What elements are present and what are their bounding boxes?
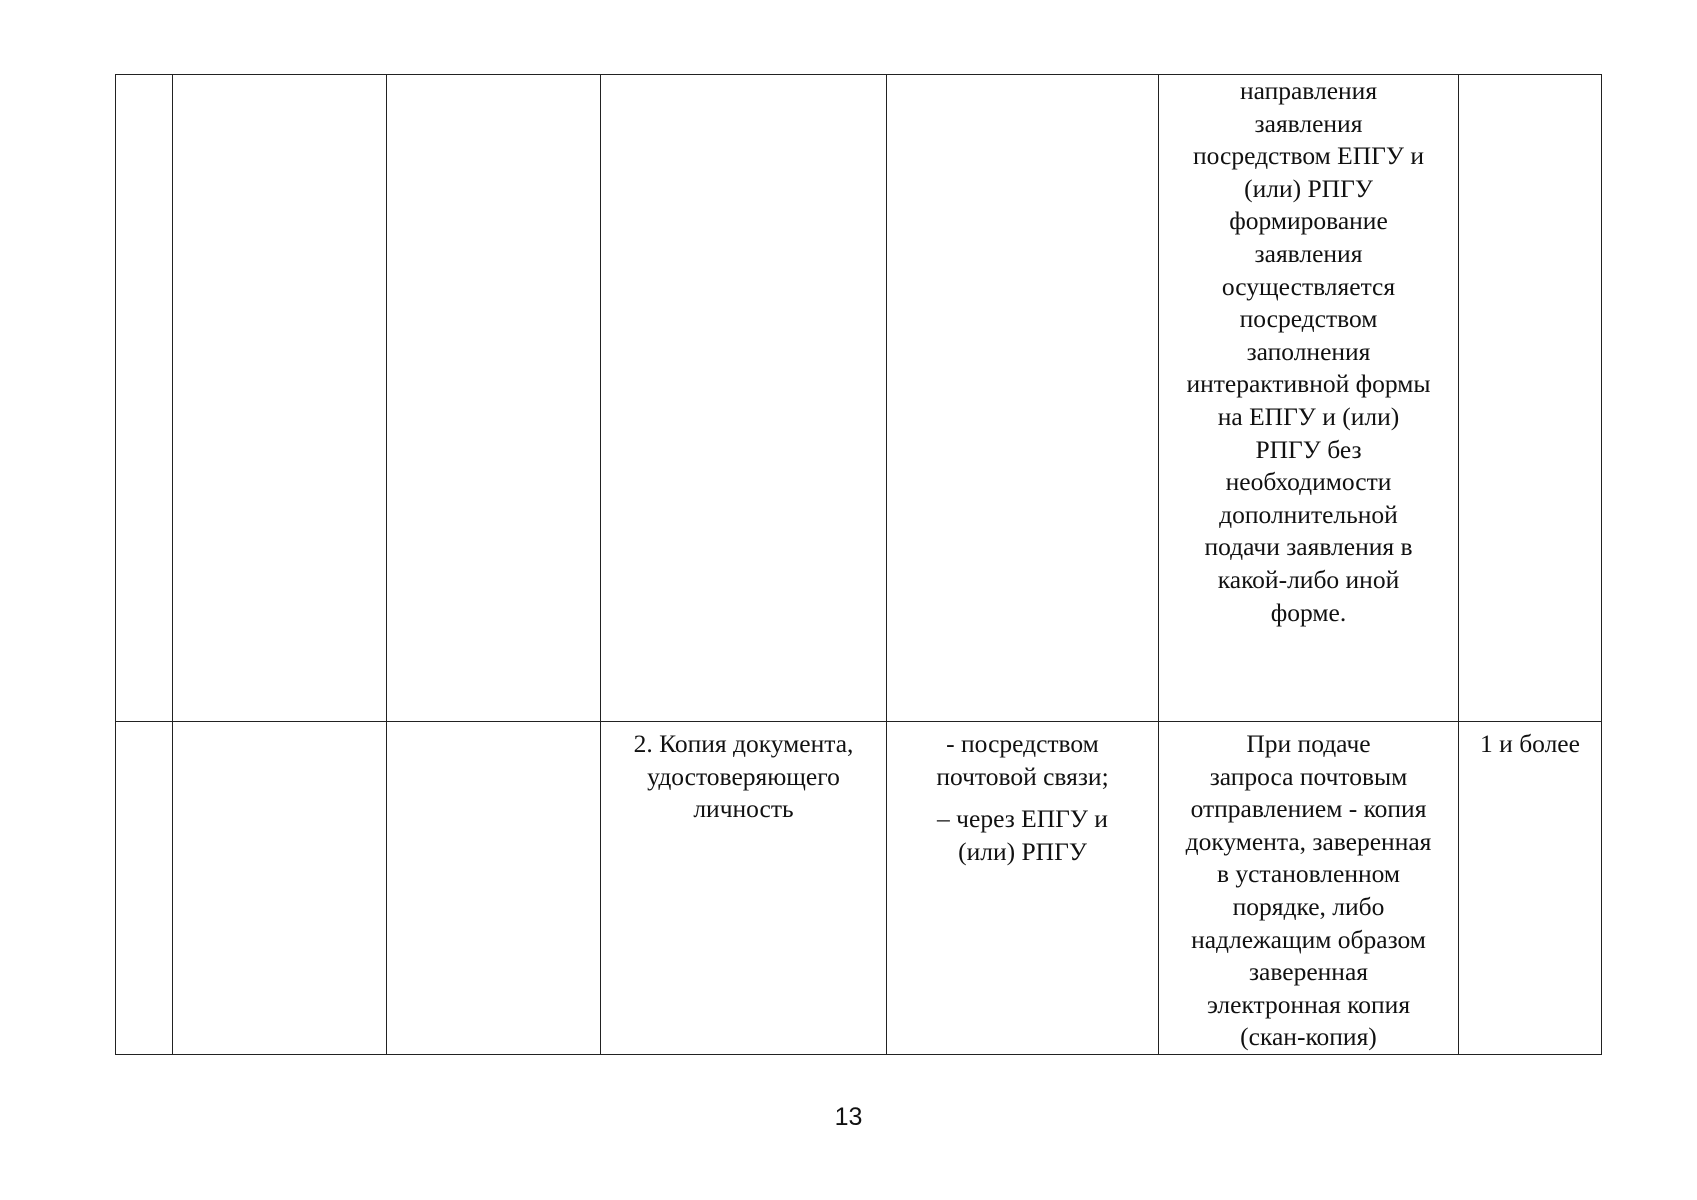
requirements-line: подачи заявления в — [1204, 532, 1413, 562]
requirements-line: запроса почтовым — [1209, 761, 1408, 791]
requirements-line: (скан-копия) — [1240, 1022, 1377, 1052]
requirements-line: какой-либо иной — [1217, 564, 1400, 594]
requirements-text — [1159, 75, 1458, 629]
cell-requirements — [1159, 722, 1459, 1055]
method-gap — [895, 793, 1150, 803]
requirements-line: При подаче — [1246, 729, 1371, 758]
submission-method-line: - посредством — [946, 729, 1099, 758]
cell-service-name — [173, 75, 387, 722]
cell-quantity — [1459, 75, 1602, 722]
cell-service-name — [173, 722, 387, 1055]
requirements-line: документа, заверенная — [1185, 826, 1432, 856]
requirements-line: заполнения — [1246, 336, 1371, 366]
requirements-line: дополнительной — [1219, 499, 1398, 529]
cell-quantity — [1459, 722, 1602, 1055]
requirements-line: заявления — [1254, 108, 1363, 138]
cell-category — [387, 75, 601, 722]
cell-number — [116, 722, 173, 1055]
cell-document — [601, 75, 887, 722]
requirements-line: порядке, либо — [1232, 891, 1385, 921]
submission-method-text — [887, 722, 1158, 868]
submission-method-line: почтовой связи; — [936, 761, 1109, 791]
table-row — [116, 75, 1602, 722]
document-line: удостоверяющего — [647, 761, 840, 791]
requirements-text — [1159, 722, 1458, 1054]
requirements-line: заверенная — [1248, 957, 1368, 987]
requirements-line: отправлением - копия — [1190, 794, 1427, 824]
requirements-line: заявления — [1254, 238, 1363, 268]
cell-category — [387, 722, 601, 1055]
submission-method-line: (или) РПГУ — [958, 836, 1087, 866]
document-line: личность — [693, 794, 794, 824]
page-number: 13 — [834, 1103, 863, 1131]
requirements-line: форме. — [1270, 597, 1347, 627]
cell-submission-method — [887, 722, 1159, 1055]
cell-number — [116, 75, 173, 722]
submission-method-line: – через ЕПГУ и — [937, 804, 1108, 834]
cell-submission-method — [887, 75, 1159, 722]
requirements-line: посредством — [1239, 304, 1378, 334]
document-line: 2. Копия документа, — [633, 729, 854, 758]
document-table — [115, 74, 1602, 1055]
requirements-line: РПГУ без — [1255, 434, 1362, 464]
table-row — [116, 722, 1602, 1055]
requirements-line: осуществляется — [1221, 271, 1396, 301]
cell-requirements — [1159, 75, 1459, 722]
requirements-line: на ЕПГУ и (или) — [1217, 401, 1400, 431]
document-text — [601, 722, 886, 826]
requirements-line: посредством ЕПГУ и — [1193, 141, 1424, 171]
quantity-text: 1 и более — [1480, 729, 1580, 758]
requirements-line: надлежащим образом — [1191, 924, 1426, 954]
requirements-line: в установленном — [1216, 859, 1401, 889]
requirements-line: электронная копия — [1206, 989, 1411, 1019]
requirements-line: интерактивной формы — [1186, 369, 1431, 399]
cell-document — [601, 722, 887, 1055]
requirements-line: необходимости — [1225, 467, 1392, 497]
requirements-line: формирование — [1229, 206, 1388, 236]
requirements-line: (или) РПГУ — [1244, 173, 1373, 203]
requirements-line: направления — [1239, 76, 1378, 105]
